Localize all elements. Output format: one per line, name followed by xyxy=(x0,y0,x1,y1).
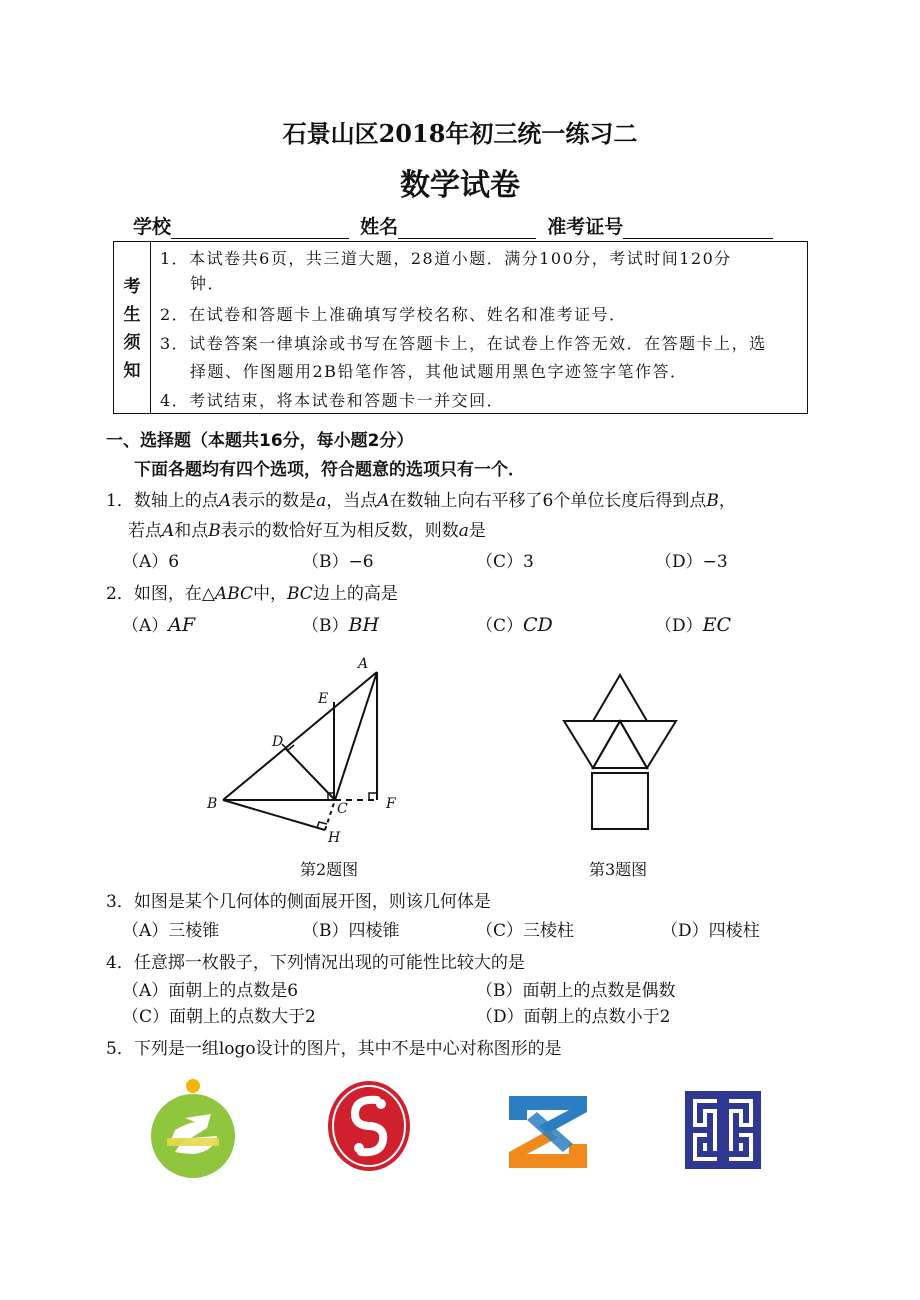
school-label: 学校 xyxy=(133,216,172,238)
net-center-triangle xyxy=(593,721,647,768)
option-label: （C） xyxy=(476,616,524,636)
notice-item-4: 4．考试结束，将本试卷和答题卡一并交回． xyxy=(160,391,505,410)
section-title: 一、选择题（本题共16分，每小题2分） xyxy=(106,431,414,451)
q-text: 中， xyxy=(253,584,287,604)
school-field[interactable] xyxy=(171,218,349,239)
logo-swirl-dot xyxy=(376,1099,386,1109)
exam-id-field[interactable] xyxy=(623,218,773,239)
math-var: ABC xyxy=(214,584,253,604)
notice-item-3: 3．试卷答案一律填涂或书写在答题卡上，在试卷上作答无效．在答题卡上，选 xyxy=(160,334,767,353)
notice-heading-char: 生 xyxy=(123,305,141,325)
q3-option-a[interactable]: （A）三棱锥 xyxy=(122,921,220,941)
q-text: 如图，在△ xyxy=(133,584,215,604)
prism-net-figure xyxy=(558,668,682,833)
point-label-h: H xyxy=(328,830,341,846)
math-var: A xyxy=(218,491,232,511)
net-square xyxy=(592,773,648,829)
math-var: A xyxy=(377,491,390,511)
question-1-line2 xyxy=(128,520,486,542)
option-label: （A） xyxy=(122,616,169,636)
subject-title: 数学试卷 xyxy=(400,168,520,203)
point-label-b: B xyxy=(207,796,218,812)
net-top-triangle xyxy=(593,675,647,721)
logo-dot xyxy=(186,1079,200,1093)
question-2 xyxy=(106,583,398,605)
question-number: 4． xyxy=(106,953,134,973)
notice-item-2: 2．在试卷和答题卡上准确填写学校名称、姓名和准考证号． xyxy=(160,305,627,324)
q3-option-d[interactable]: （D）四棱柱 xyxy=(661,921,760,941)
exam-title: 石景山区2018年初三统一练习二 xyxy=(282,119,638,148)
q4-option-c[interactable]: （C）面朝上的点数大于2 xyxy=(122,1007,316,1027)
notice-item-1-cont: 钟． xyxy=(190,274,226,293)
option-value: CD xyxy=(523,614,553,636)
q3-option-c[interactable]: （C）三棱柱 xyxy=(476,921,575,941)
question-number: 2． xyxy=(106,584,134,604)
question-1-line1 xyxy=(106,490,736,512)
red-swirl-logo[interactable] xyxy=(325,1078,413,1174)
q2-option-c[interactable] xyxy=(476,614,553,637)
math-var: BC xyxy=(287,584,313,604)
q4-option-d[interactable]: （D）面朝上的点数小于2 xyxy=(476,1007,671,1027)
segment-dc xyxy=(285,748,335,800)
q4-option-a[interactable]: （A）面朝上的点数是6 xyxy=(122,981,299,1001)
triangle-figure xyxy=(190,650,420,850)
right-angle-mark-f xyxy=(369,793,377,800)
green-z-logo[interactable] xyxy=(145,1078,241,1178)
q-text: 任意掷一枚骰子，下列情况出现的可能性比较大的是 xyxy=(133,953,525,973)
logo-stripe xyxy=(167,1138,219,1146)
notice-item-3-cont: 择题、作图题用2B铅笔作答，其他试题用黑色字迹签字笔作答． xyxy=(190,362,688,381)
math-var: A xyxy=(162,521,175,541)
question-3 xyxy=(106,891,491,913)
notice-box xyxy=(113,241,808,414)
q-text: 数轴上的点 xyxy=(133,491,219,511)
option-value: BH xyxy=(348,614,380,636)
question-number: 3． xyxy=(106,892,134,912)
blue-orange-z-logo[interactable] xyxy=(503,1090,593,1174)
segment-ac xyxy=(335,672,377,800)
point-label-f: F xyxy=(386,796,396,812)
q2-option-d[interactable] xyxy=(655,614,731,637)
exam-id-label: 准考证号 xyxy=(547,216,624,238)
navy-maze-logo[interactable] xyxy=(684,1090,762,1170)
q-text: 和点 xyxy=(174,521,209,541)
segment-ba xyxy=(223,672,377,800)
math-var: a xyxy=(316,491,327,511)
q1-option-c[interactable]: （C）3 xyxy=(476,552,534,572)
student-info-row xyxy=(133,212,773,239)
q-text: ， xyxy=(718,491,736,511)
q-text: 如图是某个几何体的侧面展开图，则该几何体是 xyxy=(133,892,491,912)
point-label-d: D xyxy=(272,734,284,750)
figure-2-caption: 第2题图 xyxy=(300,860,359,879)
question-4 xyxy=(106,952,525,974)
q2-option-a[interactable] xyxy=(122,614,195,637)
q1-option-d[interactable]: （D）−3 xyxy=(655,552,728,572)
option-value: AF xyxy=(168,614,196,636)
notice-heading-char: 须 xyxy=(123,333,141,353)
section-instruction: 下面各题均有四个选项，符合题意的选项只有一个． xyxy=(134,460,525,480)
notice-item-1: 1．本试卷共6页，共三道大题，28道小题．满分100分，考试时间120分 xyxy=(160,249,732,268)
point-label-e: E xyxy=(318,691,329,707)
notice-heading-char: 考 xyxy=(123,277,141,297)
name-field[interactable] xyxy=(398,218,536,239)
q-text: ，当点 xyxy=(326,491,378,511)
segment-ch xyxy=(325,800,335,830)
question-number: 5． xyxy=(106,1039,134,1059)
segment-bh xyxy=(223,800,325,830)
notice-heading-char: 知 xyxy=(123,361,141,381)
point-label-c: C xyxy=(337,801,348,817)
q3-option-b[interactable]: （B）四棱锥 xyxy=(302,921,400,941)
net-left-triangle xyxy=(564,721,620,768)
q2-option-b[interactable] xyxy=(302,614,379,637)
math-var: B xyxy=(706,491,719,511)
q-text: 是 xyxy=(468,521,486,541)
q-text: 边上的高是 xyxy=(312,584,398,604)
q-text: 下列是一组logo设计的图片，其中不是中心对称图形的是 xyxy=(133,1039,562,1059)
math-var: a xyxy=(458,521,469,541)
option-label: （B） xyxy=(302,616,349,636)
q-text: 在数轴上向右平移了6个单位长度后得到点 xyxy=(389,491,707,511)
q-text: 若点 xyxy=(128,521,162,541)
figure-3-caption: 第3题图 xyxy=(589,860,648,879)
question-number: 1． xyxy=(106,491,134,511)
point-label-a: A xyxy=(358,656,369,672)
name-label: 姓名 xyxy=(360,216,399,238)
net-right-triangle xyxy=(620,721,676,768)
notice-heading xyxy=(114,242,151,413)
question-5 xyxy=(106,1038,562,1060)
option-value: EC xyxy=(702,614,732,636)
q-text: 表示的数是 xyxy=(231,491,317,511)
q4-option-b[interactable]: （B）面朝上的点数是偶数 xyxy=(476,981,676,1001)
q1-option-b[interactable]: （B）−6 xyxy=(302,552,374,572)
option-label: （D） xyxy=(655,616,703,636)
q1-option-a[interactable]: （A）6 xyxy=(122,552,180,572)
logo-swirl-dot xyxy=(354,1143,364,1153)
math-var: B xyxy=(208,521,221,541)
q-text: 表示的数恰好互为相反数，则数 xyxy=(220,521,459,541)
